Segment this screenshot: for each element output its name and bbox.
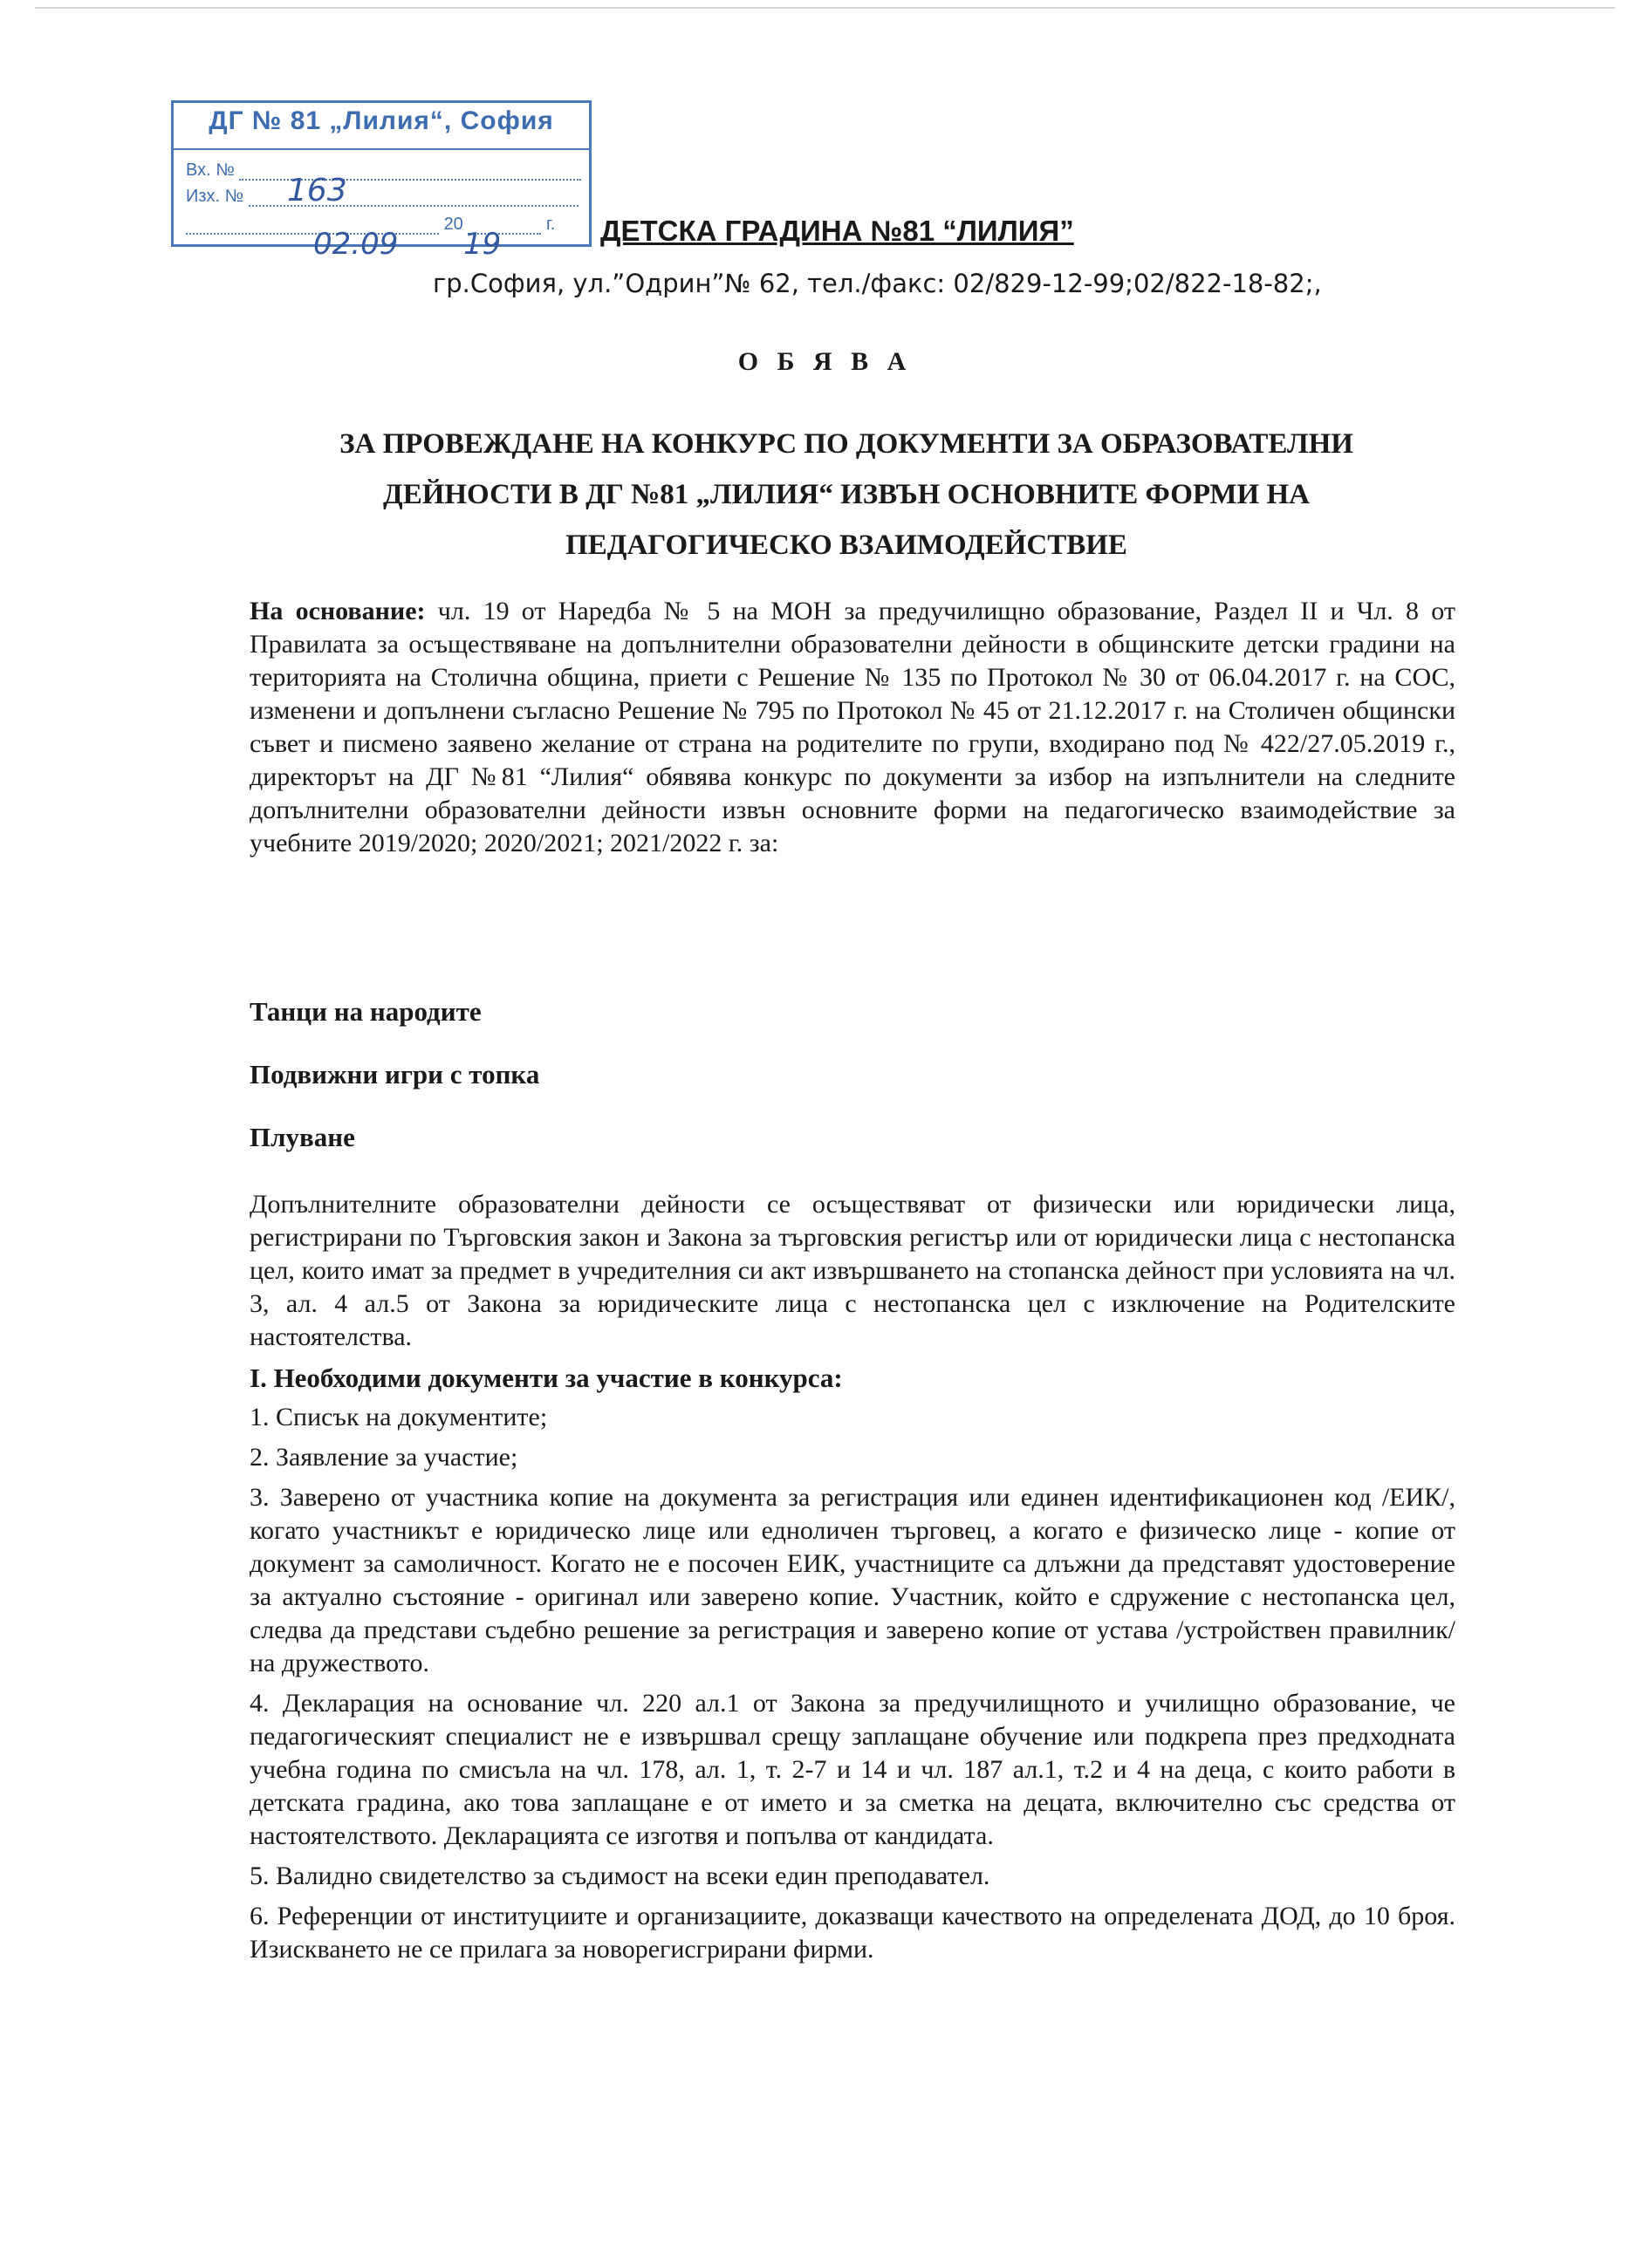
requirement-item: 3. Заверено от участника копие на документа за регистрация или единен идентификационен код /ЕИК/, когато участникът е юридическо лице или едноличен търговец, а когато е физическо лице - копие от документ за самоличност. Когато не е посочен ЕИК, участниците са длъжни да представят удостоверение за актуално състояние - оригинал или заверено копие. Участник, който е сдружение с нестопанска цел, следва да представи съдебно решение за регистрация и заверено копие от устава /устройствен правилник/ на дружеството. <box>250 1483 1455 1677</box>
school-address: гр.София, ул.”Одрин”№ 62, тел./факс: 02/829-12-99;02/822-18-82;, <box>433 269 1322 298</box>
document-subtitle <box>279 419 1414 570</box>
requirements-heading: I. Необходими документи за участие в конкурса: <box>250 1363 843 1393</box>
subtitle-line: ПЕДАГОГИЧЕСКО ВЗАИМОДЕЙСТВИЕ <box>565 529 1127 561</box>
school-name: ДЕТСКА ГРАДИНА №81 “ЛИЛИЯ” <box>600 215 1074 247</box>
stamp-date-row <box>186 215 556 262</box>
stamp-date-handwritten: 02.09 <box>313 227 399 262</box>
stamp-year-handwritten: 19 <box>463 227 502 262</box>
stamp-outgoing-number: 163 <box>287 173 347 208</box>
activity-item: Танци на народите <box>250 996 482 1027</box>
basis-text: чл. 19 от Наредба № 5 на МОН за предучилищно образование, Раздел II и Чл. 8 от Правилата за осъществяване на допълнителни образователни дейности в общинските детски градини на територията на Столична община, приети с Решение № 135 по Протокол № 30 от 06.04.2017 г. на СОС, изменени и допълнени съгласно Решение № 795 по Протокол № 45 от 21.12.2017 г. на Столичен общински съвет и писмено заявено желание от страна на родителите по групи, входирано под № 422/27.05.2019 г., директорът на ДГ №81 “Лилия“ обявява конкурс по документи за избор на изпълнители на следните допълнителни образователни дейности извън основните форми на педагогическо взаимодействие за учебните 2019/2020; 2020/2021; 2021/2022 г. за: <box>250 597 1455 857</box>
document-title: О Б Я В А <box>737 347 913 376</box>
stamp-date-line <box>186 217 439 235</box>
requirement-item: 4. Декларация на основание чл. 220 ал.1 от Закона за предучилищното и училищно образование, че педагогическият специалист не е извършвал срещу заплащане обучение или подкрепа през предходната учебна година по смисъла на чл. 178, ал. 1, т. 2-7 и 14 и чл. 187 ал.1, т.2 и 4 на деца, с които работи в детската градина, ако това заплащане е от името и за сметка на децата, включително със средства от настоятелството. Декларацията се изготвя и попълва от кандидата. <box>250 1689 1455 1850</box>
stamp-title: ДГ № 81 „Лилия“, София <box>209 106 554 135</box>
requirements-list <box>250 1401 1455 1973</box>
requirement-item: 1. Списък на документите; <box>250 1403 548 1431</box>
basis-lead: На основание: <box>250 597 426 625</box>
stamp-divider <box>174 148 589 150</box>
requirement-item: 2. Заявление за участие; <box>250 1443 518 1472</box>
registration-stamp <box>171 100 592 262</box>
activity-item: Плуване <box>250 1122 355 1152</box>
requirement-item: 5. Валидно свидетелство за съдимост на всеки един преподавател. <box>250 1862 990 1890</box>
stamp-incoming-label: Вх. № <box>186 161 235 180</box>
basis-paragraph <box>250 595 1455 860</box>
stamp-incoming-row <box>186 161 581 181</box>
requirement-item: 6. Референции от институциите и организациите, доказващи качеството на определената ДОД, до 10 броя. Изискването не се прилага за новорегисгрирани фирми. <box>250 1902 1455 1964</box>
stamp-year-prefix: 20 <box>443 215 463 234</box>
stamp-outgoing-row <box>186 173 579 208</box>
scan-edge <box>35 7 1615 9</box>
activity-item: Подвижни игри с топка <box>250 1059 540 1090</box>
subtitle-line: ДЕЙНОСТИ В ДГ №81 „ЛИЛИЯ“ ИЗВЪН ОСНОВНИТЕ ФОРМИ НА <box>383 479 1310 510</box>
executors-paragraph: Допълнителните образователни дейности се осъществяват от физически или юридически лица, регистрирани по Търговския закон и Закона за търговския регистър или от юридически лица с нестопанска цел, които имат за предмет в учредителния си акт извършването на стопанска дейност при условията на чл. 3, ал. 4 ал.5 от Закона за юридическите лица с нестопанска цел с изключение на Родителските настоятелства. <box>250 1190 1455 1351</box>
stamp-year-unit: г. <box>545 215 556 234</box>
stamp-outgoing-label: Изх. № <box>186 187 244 206</box>
subtitle-line: ЗА ПРОВЕЖДАНЕ НА КОНКУРС ПО ДОКУМЕНТИ ЗА ОБРАЗОВАТЕЛНИ <box>339 428 1353 460</box>
